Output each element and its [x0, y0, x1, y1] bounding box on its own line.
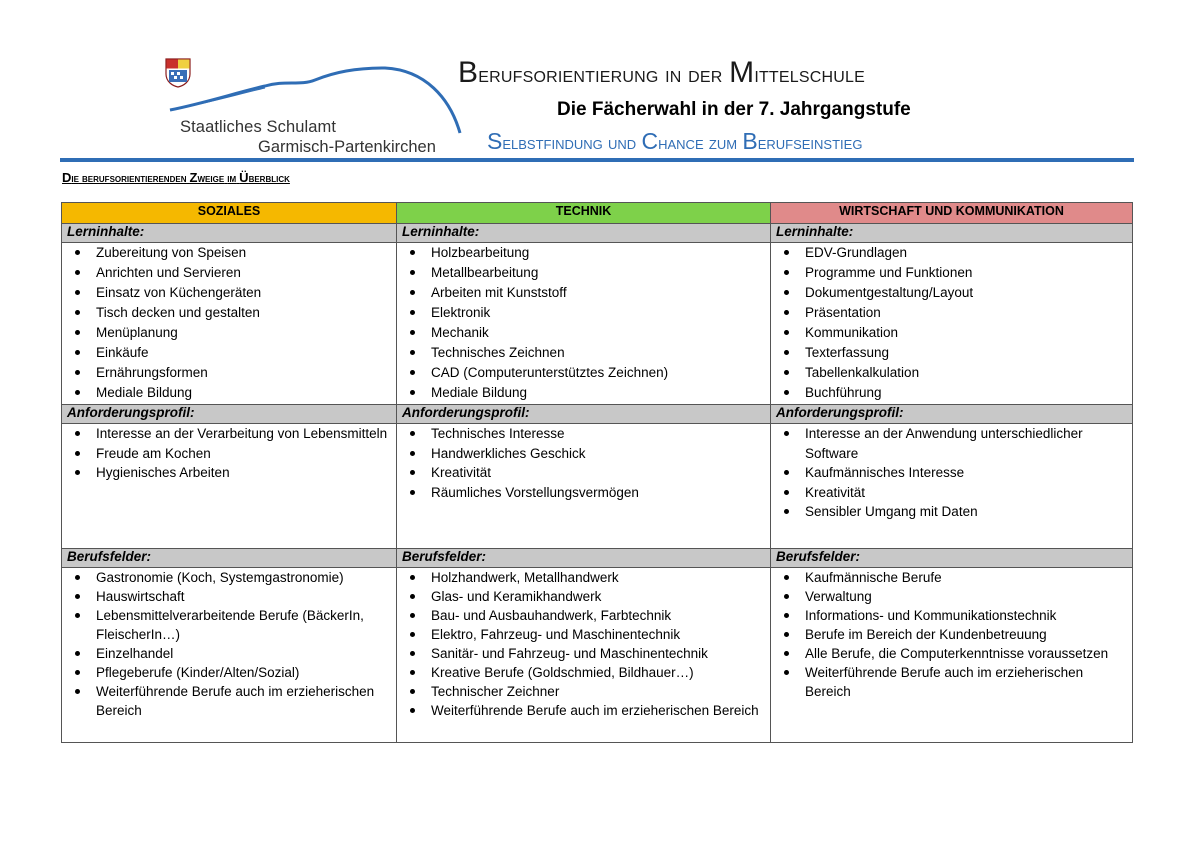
list-item: Weiterführende Berufe auch im erzieherischen Bereich — [67, 682, 391, 720]
cell-technik — [397, 568, 771, 743]
cell-soziales — [62, 424, 397, 549]
list-item: Technisches Zeichnen — [402, 343, 765, 363]
list-item: Kommunikation — [776, 323, 1127, 343]
list-item: Räumliches Vorstellungsvermögen — [402, 483, 765, 503]
list-item: Einsatz von Küchengeräten — [67, 283, 391, 303]
column-header-technik: TECHNIK — [397, 203, 771, 224]
section-label: Lerninhalte: — [771, 224, 1133, 243]
bullet-list — [776, 424, 1127, 522]
list-item: Bau- und Ausbauhandwerk, Farbtechnik — [402, 606, 765, 625]
header-divider — [60, 158, 1134, 162]
section-label: Lerninhalte: — [397, 224, 771, 243]
content-row-lerninhalte — [62, 243, 1133, 405]
list-item: Kreative Berufe (Goldschmied, Bildhauer…) — [402, 663, 765, 682]
section-row-berufsfelder — [62, 549, 1133, 568]
cell-wirtschaft — [771, 243, 1133, 405]
logo-text-line2: Garmisch-Partenkirchen — [258, 138, 436, 156]
list-item: Metallbearbeitung — [402, 263, 765, 283]
section-row-anforderungsprofil — [62, 405, 1133, 424]
list-item: Lebensmittelverarbeitende Berufe (BäckerIn, FleischerIn…) — [67, 606, 391, 644]
section-row-lerninhalte — [62, 224, 1133, 243]
list-item: Gastronomie (Koch, Systemgastronomie) — [67, 568, 391, 587]
section-label: Berufsfelder: — [62, 549, 397, 568]
list-item: Sanitär- und Fahrzeug- und Maschinentechnik — [402, 644, 765, 663]
bullet-list — [402, 243, 765, 403]
list-item: Technisches Interesse — [402, 424, 765, 444]
list-item: EDV-Grundlagen — [776, 243, 1127, 263]
branches-table — [61, 202, 1133, 743]
list-item: Anrichten und Servieren — [67, 263, 391, 283]
cell-technik — [397, 243, 771, 405]
list-item: Glas- und Keramikhandwerk — [402, 587, 765, 606]
list-item: Menüplanung — [67, 323, 391, 343]
content-row-anforderungsprofil — [62, 424, 1133, 549]
list-item: Holzbearbeitung — [402, 243, 765, 263]
list-item: Einkäufe — [67, 343, 391, 363]
section-label: Berufsfelder: — [771, 549, 1133, 568]
list-item: Weiterführende Berufe auch im erzieherischen Bereich — [776, 663, 1127, 701]
list-item: Arbeiten mit Kunststoff — [402, 283, 765, 303]
list-item: Kreativität — [776, 483, 1127, 503]
list-item: Präsentation — [776, 303, 1127, 323]
cell-wirtschaft — [771, 424, 1133, 549]
page-tagline: Selbstfindung und Chance zum Berufseinstieg — [487, 128, 863, 154]
page-title: Berufsorientierung in der Mittelschule — [458, 56, 865, 89]
page-subtitle: Die Fächerwahl in der 7. Jahrgangstufe — [557, 99, 911, 120]
list-item: Hauswirtschaft — [67, 587, 391, 606]
list-item: Kaufmännisches Interesse — [776, 463, 1127, 483]
column-header-soziales: SOZIALES — [62, 203, 397, 224]
bullet-list — [402, 568, 765, 720]
list-item: Zubereitung von Speisen — [67, 243, 391, 263]
list-item: Mediale Bildung — [402, 383, 765, 403]
section-label: Anforderungsprofil: — [397, 405, 771, 424]
bullet-list — [67, 243, 391, 403]
cell-soziales — [62, 243, 397, 405]
cell-technik — [397, 424, 771, 549]
bullet-list — [67, 568, 391, 720]
list-item: Handwerkliches Geschick — [402, 444, 765, 464]
list-item: Weiterführende Berufe auch im erzieherischen Bereich — [402, 701, 765, 720]
list-item: Hygienisches Arbeiten — [67, 463, 391, 483]
section-label: Anforderungsprofil: — [62, 405, 397, 424]
cell-soziales — [62, 568, 397, 743]
bullet-list — [776, 243, 1127, 403]
list-item: Technischer Zeichner — [402, 682, 765, 701]
list-item: Pflegeberufe (Kinder/Alten/Sozial) — [67, 663, 391, 682]
logo-text-line1: Staatliches Schulamt — [180, 118, 337, 136]
bullet-list — [67, 424, 391, 483]
list-item: Texterfassung — [776, 343, 1127, 363]
list-item: Mediale Bildung — [67, 383, 391, 403]
list-item: Verwaltung — [776, 587, 1127, 606]
list-item: Elektro, Fahrzeug- und Maschinentechnik — [402, 625, 765, 644]
bullet-list — [402, 424, 765, 502]
list-item: Kaufmännische Berufe — [776, 568, 1127, 587]
bullet-list — [776, 568, 1127, 701]
list-item: Berufe im Bereich der Kundenbetreuung — [776, 625, 1127, 644]
list-item: Freude am Kochen — [67, 444, 391, 464]
table-header-row — [62, 203, 1133, 224]
list-item: Kreativität — [402, 463, 765, 483]
list-item: Dokumentgestaltung/Layout — [776, 283, 1127, 303]
cell-wirtschaft — [771, 568, 1133, 743]
list-item: CAD (Computerunterstütztes Zeichnen) — [402, 363, 765, 383]
list-item: Holzhandwerk, Metallhandwerk — [402, 568, 765, 587]
list-item: Buchführung — [776, 383, 1127, 403]
list-item: Interesse an der Verarbeitung von Lebensmitteln — [67, 424, 391, 444]
list-item: Sensibler Umgang mit Daten — [776, 502, 1127, 522]
list-item: Alle Berufe, die Computerkenntnisse voraussetzen — [776, 644, 1127, 663]
list-item: Interesse an der Anwendung unterschiedlicher Software — [776, 424, 1127, 463]
section-label: Anforderungsprofil: — [771, 405, 1133, 424]
schulamt-logo — [165, 58, 465, 163]
list-item: Ernährungsformen — [67, 363, 391, 383]
list-item: Elektronik — [402, 303, 765, 323]
section-label: Lerninhalte: — [62, 224, 397, 243]
column-header-wirtschaft: WIRTSCHAFT UND KOMMUNIKATION — [771, 203, 1133, 224]
list-item: Tisch decken und gestalten — [67, 303, 391, 323]
coat-of-arms-icon — [165, 58, 191, 88]
list-item: Mechanik — [402, 323, 765, 343]
section-label: Berufsfelder: — [397, 549, 771, 568]
list-item: Einzelhandel — [67, 644, 391, 663]
list-item: Informations- und Kommunikationstechnik — [776, 606, 1127, 625]
list-item: Tabellenkalkulation — [776, 363, 1127, 383]
list-item: Programme und Funktionen — [776, 263, 1127, 283]
section-heading: Die berufsorientierenden Zweige im Überblick — [62, 170, 290, 185]
content-row-berufsfelder — [62, 568, 1133, 743]
